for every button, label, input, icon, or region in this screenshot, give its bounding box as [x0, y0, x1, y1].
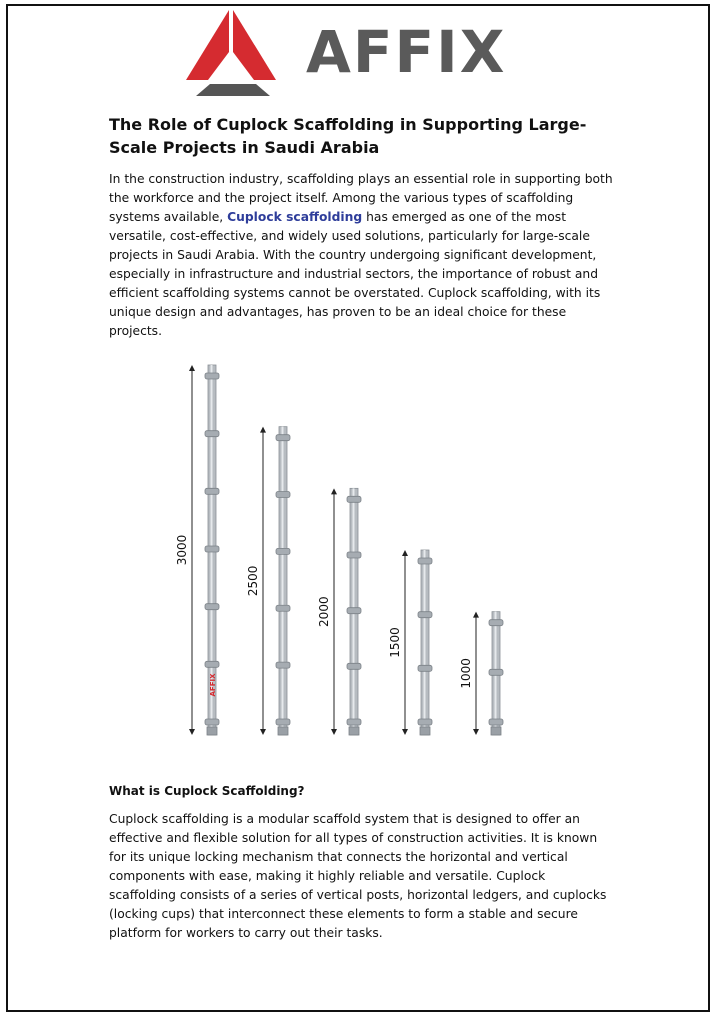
post-base: [349, 727, 359, 735]
cup-joint: [205, 661, 219, 667]
cuplock-scaffolding-link[interactable]: Cuplock scaffolding: [227, 210, 363, 224]
cup-joint: [418, 612, 432, 618]
logo-text: AFFIX: [306, 18, 507, 86]
arrow-down-icon: [260, 729, 266, 735]
cup-joint: [205, 546, 219, 552]
cup-joint: [276, 719, 290, 725]
cup-joint: [276, 605, 290, 611]
cup-joint: [347, 719, 361, 725]
cuplock-posts-figure: [170, 355, 540, 745]
arrow-down-icon: [331, 729, 337, 735]
intro-text-start: In the construction industry, scaffolding plays an essential role in supporting both the workforce and the project itself. Among the various types of scaffolding systems available,: [109, 172, 613, 224]
length-label: 2000: [317, 596, 331, 627]
arrow-down-icon: [473, 729, 479, 735]
arrow-up-icon: [402, 550, 408, 556]
arrow-up-icon: [260, 427, 266, 433]
post-base: [278, 727, 288, 735]
arrow-down-icon: [189, 729, 195, 735]
post-1500: [388, 550, 432, 735]
post-2500: [246, 427, 290, 735]
page-title: The Role of Cuplock Scaffolding in Supporting Large-Scale Projects in Saudi Arabia: [109, 115, 587, 157]
post-brand-label: AFFIX: [209, 673, 217, 697]
cup-joint: [276, 548, 290, 554]
length-label: 3000: [175, 534, 189, 566]
cup-joint: [347, 496, 361, 502]
length-label: 1500: [388, 627, 402, 658]
length-label: 2500: [246, 565, 260, 597]
cup-joint: [489, 620, 503, 626]
post-highlight: [424, 550, 426, 735]
post-highlight: [282, 427, 284, 735]
cup-joint: [489, 719, 503, 725]
arrow-up-icon: [473, 612, 479, 618]
cup-joint: [347, 663, 361, 669]
cup-joint: [205, 719, 219, 725]
section-heading: What is Cuplock Scaffolding?: [109, 784, 305, 798]
arrow-up-icon: [331, 488, 337, 494]
affix-logo: [186, 10, 516, 96]
length-label: 1000: [459, 658, 473, 689]
cup-joint: [418, 665, 432, 671]
cup-joint: [205, 604, 219, 610]
arrow-down-icon: [402, 729, 408, 735]
post-base: [420, 727, 430, 735]
post-1000: [459, 612, 503, 735]
post-base: [491, 727, 501, 735]
intro-paragraph: [109, 170, 614, 341]
cup-joint: [347, 552, 361, 558]
cup-joint: [418, 719, 432, 725]
logo-triangle-icon: [186, 10, 276, 96]
body-paragraph: Cuplock scaffolding is a modular scaffold system that is designed to offer an effective and flexible solution for all types of construction activities. It is known for its unique locking mechanism that connects the horizontal and vertical components with ease, making it highly reliable and versatile. Cuplock scaffolding consists of a series of vertical posts, horizontal ledgers, and cuplocks (locking cups) that interconnect these elements to form a stable and secure platform for workers to carry out their tasks.: [109, 812, 607, 940]
cup-joint: [276, 662, 290, 668]
arrow-up-icon: [189, 365, 195, 371]
cup-joint: [276, 492, 290, 498]
cup-joint: [489, 669, 503, 675]
post-base: [207, 727, 217, 735]
cup-joint: [276, 435, 290, 441]
intro-text-end: has emerged as one of the most versatile, cost-effective, and widely used solutions, particularly for large-scale projects in Saudi Arabia. With the country undergoing significant development, especially in infrastructure and industrial sectors, the importance of robust and efficient scaffolding systems cannot be overstated. Cuplock scaffolding, with its unique design and advantages, has proven to be an ideal choice for these projects.: [109, 210, 601, 338]
cup-joint: [205, 373, 219, 379]
cup-joint: [205, 431, 219, 437]
cup-joint: [418, 558, 432, 564]
cup-joint: [347, 608, 361, 614]
cup-joint: [205, 488, 219, 494]
post-2000: [317, 488, 361, 735]
